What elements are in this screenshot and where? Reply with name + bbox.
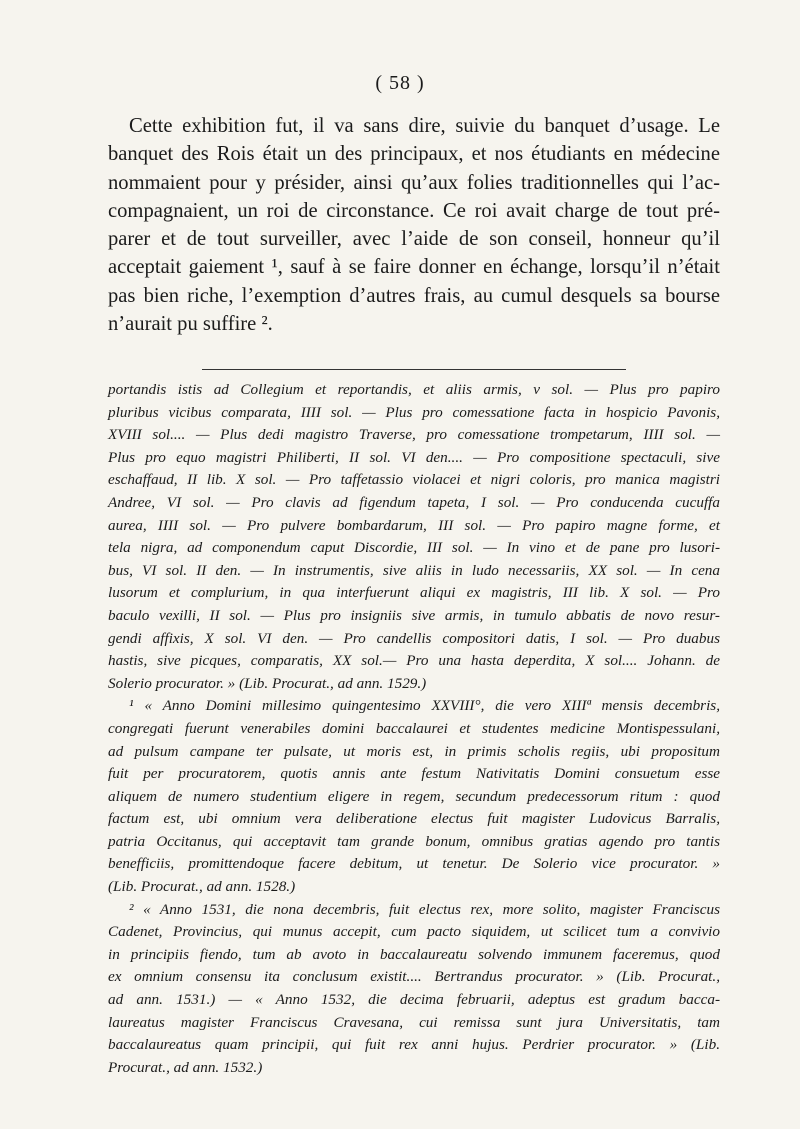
- footnote-line: pluribus vicibus comparata, IIII sol. — Plus pro comessatione facta in hospicio Pavonis,: [108, 403, 720, 421]
- footnote-1-line: aliquem de numero studentium eligere in regem, secundum predecessorum ritum : quod: [108, 787, 720, 805]
- footnote-line: lusorum et complurium, in qua interfuerunt aliqui ex magistris, III lib. X sol. — Pro: [108, 584, 720, 602]
- footnote-line: baculo vexilli, II sol. — Plus pro insigniis sive armis, in tumulo abbatis de novo resur-: [108, 606, 720, 624]
- footnote-2-line: in principiis fiendo, tum ab avoto in baccalaureatu solvendo immunem faceremus, quod: [108, 945, 720, 963]
- footnote-2-line: baccalaureatus quam principii, qui fuit rex anni hujus. Perdrier procurator. » (Lib.: [108, 1036, 720, 1054]
- footnote-1-line: congregati fuerunt venerabiles domini baccalaurei et studentes medicine Montispessulani,: [108, 719, 720, 737]
- footnote-1-line: patria Occitanus, qui acceptavit tam grande bonum, omnibus gratias agendo pro tantis: [108, 832, 720, 850]
- footnote-line: tela nigra, ad componendum caput Discordie, III sol. — In vino et de pane pro lusori-: [108, 539, 720, 557]
- main-line: compagnaient, un roi de circonstance. Ce roi avait charge de tout pré-: [108, 199, 720, 222]
- footnote-1-line: ¹ « Anno Domini millesimo quingentesimo XXVIII°, die vero XIIIª mensis decembris,: [129, 697, 720, 715]
- footnote-line: Plus pro equo magistri Philiberti, II sol. VI den.... — Pro compositione spectaculi, sive: [108, 448, 720, 466]
- main-line: banquet des Rois était un des principaux, et nos étudiants en médecine: [108, 143, 720, 166]
- footnote-line: bus, VI sol. II den. — In instrumentis, sive aliis in ludo necessariis, XX sol. — In cena: [108, 561, 720, 579]
- footnote-line: Solerio procurator. » (Lib. Procurat., ad ann. 1529.): [108, 674, 427, 692]
- footnote-line: XVIII sol.... — Plus dedi magistro Traverse, pro comessatione trompetarum, IIII sol. —: [108, 426, 720, 444]
- footnote-2-line: Procurat., ad ann. 1532.): [108, 1058, 263, 1076]
- main-line: pas bien riche, l’exemption d’autres frais, au cumul desquels sa bourse: [108, 284, 720, 307]
- footnote-2-line: ex omnium consensu ita conclusum existit.... Bertrandus procurator. » (Lib. Procurat.,: [108, 968, 720, 986]
- footnote-1-line: factum est, ubi omnium vera deliberatione electus fuit magister Ludovicus Barralis,: [108, 810, 720, 828]
- footnote-2-line: ² « Anno 1531, die nona decembris, fuit electus rex, more solito, magister Franciscus: [129, 900, 720, 918]
- footnote-1-line: ad pulsum campane ter pulsate, ut moris est, in primis scholis regiis, ubi propositum: [108, 742, 720, 760]
- main-line: parer et de tout surveiller, avec l’aide de son conseil, honneur qu’il: [108, 228, 720, 251]
- footnote-line: hastis, sive picques, comparatis, XX sol.— Pro una hasta deperdita, X sol.... Johann. de: [108, 652, 720, 670]
- footnote-line: gendi affixis, X sol. VI den. — Pro candellis compositori datis, I sol. — Pro duabus: [108, 629, 720, 647]
- footnote-1-line: benefficiis, promittendoque facere debitum, ut tenetur. De Solerio vice procurator. »: [108, 855, 720, 873]
- main-line: n’aurait pu suffire ².: [108, 313, 273, 336]
- footnote-line: Andree, VI sol. — Pro clavis ad figendum tapeta, I sol. — Pro conducenda cucuffa: [108, 493, 720, 511]
- main-line: acceptait gaiement ¹, sauf à se faire donner en échange, lorsqu’il n’était: [108, 256, 720, 279]
- main-line: Cette exhibition fut, il va sans dire, suivie du banquet d’usage. Le: [129, 115, 720, 137]
- footnote-line: portandis istis ad Collegium et reportandis, et aliis armis, v sol. — Plus pro papiro: [108, 381, 720, 398]
- footnote-2-line: laureatus magister Franciscus Cravesana, cui remissa sunt jura Universitatis, tam: [108, 1013, 720, 1031]
- footnote-line: aurea, IIII sol. — Pro pulvere bombardarum, III sol. — Pro papiro magne forme, et: [108, 516, 720, 534]
- main-paragraph: [108, 112, 720, 338]
- footnote-1-line: (Lib. Procurat., ad ann. 1528.): [108, 878, 296, 896]
- page-number: ( 58 ): [375, 72, 425, 94]
- main-line: nommaient pour y présider, ainsi qu’aux folies traditionnelles qui l’ac-: [108, 171, 720, 194]
- footnote-separator: [202, 369, 626, 370]
- footnote-1-line: fuit per procuratorem, quotis annis ante festum Nativitatis Domini consuetum esse: [108, 765, 720, 783]
- footnotes: [108, 379, 720, 1079]
- footnote-2-line: ad ann. 1531.) — « Anno 1532, die decima februarii, adeptus est gradum bacca-: [108, 991, 720, 1009]
- footnote-2-line: Cadenet, Provincius, qui munus accepit, cum pacto siquidem, ut scilicet tum a convivio: [108, 923, 720, 941]
- footnote-line: eschaffaud, II lib. X sol. — Pro taffetassio violacei et nigri coloris, pro manica magistri: [108, 471, 720, 489]
